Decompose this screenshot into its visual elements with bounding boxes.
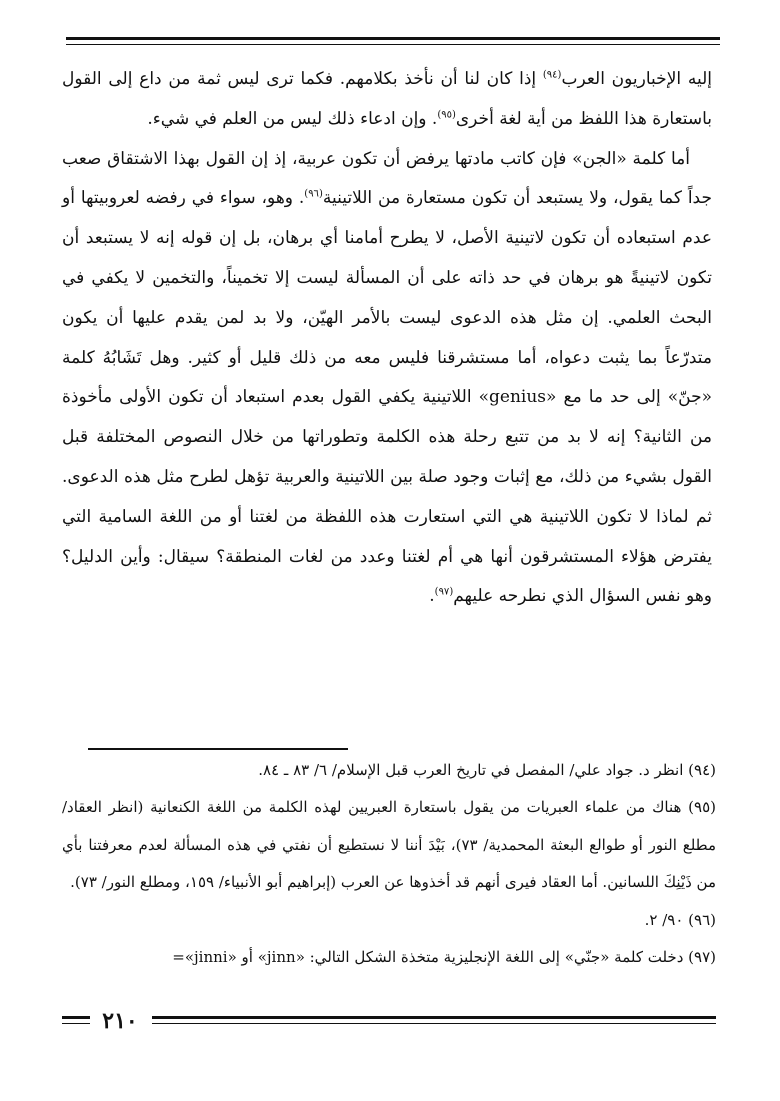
page-footer	[62, 1010, 716, 1036]
paragraph-2-text-main: . وهو، سواء في رفضه لعروبيتها أو عدم استبعاده أن تكون لاتينية الأصل، لا يطرح أمامنا أي برهان، بل إن قوله إنه لا يستبعد أن تكون لاتينيةً هو برهان في حد ذاته على أن المسألة ليست إلا تخميناً، والتخمين لا يكفي في البحث العلمي. إن مثل هذه الدعوى ليست بالأمر الهيّن، ولا بد لمن يقدم عليها أن يكون متدرّعاً بما يثبت دعواه، أما مستشرقنا فليس معه من ذلك قليل أو كثير. وهل تَشَابُهُ كلمة «جنّ» إلى حد ما مع «genius» اللاتينية يكفي القول بعدم استبعاد أن تكون الأولى مأخوذة من الثانية؟ إنه لا بد من تتبع رحلة هذه الكلمة وتطوراتها من خلال النصوص المختلفة قبل القول بشيء من ذلك، مع إثبات وجود صلة بين اللاتينية والعربية تؤهل لطرح مثل هذه الدعوى. ثم لماذا لا تكون اللاتينية هي التي استعارت هذه اللفظة من لغتنا أو من اللغة السامية التي يفترض هؤلاء المستشرقون أنها هي أم لغتنا وعدد من لغات المنطقة؟ سيقال: وأين الدليل؟ وهو نفس السؤال الذي نطرحه عليهم	[62, 188, 712, 607]
bottom-rule-thin	[152, 1023, 716, 1024]
paragraph-1-text-middle: إذا كان لنا أن نأخذ بكلامهم. فكما ترى ليس ثمة من داع إلى القول باستعارة هذا اللفظ من أية لغة أخرى	[62, 69, 712, 129]
footnote-97: (٩٧) دخلت كلمة «جنّي» إلى اللغة الإنجليزية متخذة الشكل التالي: «jinn» أو «jinni»=	[172, 948, 716, 967]
footnote-separator	[88, 748, 348, 750]
paragraph-2-text-start: أما كلمة «الجن» فإن كاتب مادتها يرفض أن تكون عربية، إذ إن القول بهذا الاشتقاق صعب جداً كما يقول، ولا يستبعد أن تكون مستعارة من اللاتينية	[62, 148, 712, 209]
paragraph-1-text-end: . وإن ادعاء ذلك ليس من العلم في شيء.	[147, 108, 438, 129]
footnote-ref-95: (٩٥)	[437, 109, 456, 121]
paragraph-2-text-end: .	[429, 586, 435, 607]
footnote-95: (٩٥) هناك من علماء العبريات من يقول باستعارة العبريين لهذه الكلمة من اللغة الكنعانية (انظر العقاد/ مطلع النور أو طوالع البعثة المحمدية/ ٧٣)، بَيْدَ أننا لا نستطيع أن نفتي في هذه المسألة لعدم معرفتنا بأي من ذَيْنِكَ اللسانين. أما العقاد فيرى أنهم قد أخذوها عن العرب (إبراهيم أبو الأنبياء/ ١٥٩، ومطلع النور/ ٧٣).	[62, 798, 717, 892]
paragraph-2	[62, 140, 712, 618]
bottom-rule-thick	[152, 1016, 716, 1019]
main-text	[62, 60, 712, 617]
bottom-rule-left-thick	[62, 1016, 92, 1019]
footnote-ref-97: (٩٧)	[434, 586, 454, 598]
footnote-ref-96: (٩٦)	[304, 188, 323, 200]
footnotes	[62, 752, 716, 976]
page-number: ٢١٠	[90, 1008, 150, 1034]
top-rule-thick	[66, 37, 720, 40]
paragraph-1	[62, 60, 712, 140]
paragraph-1-text-start: إليه الإخباريون العرب	[561, 69, 712, 89]
bottom-rule-left-thin	[62, 1023, 92, 1024]
top-rule-thin	[66, 44, 720, 45]
footnote-96: (٩٦) ٩٠/ ٢.	[644, 910, 716, 929]
footnote-ref-94: (٩٤)	[542, 69, 562, 81]
footnote-94: (٩٤) انظر د. جواد علي/ المفصل في تاريخ العرب قبل الإسلام/ ٦/ ٨٣ ـ ٨٤.	[258, 761, 716, 779]
